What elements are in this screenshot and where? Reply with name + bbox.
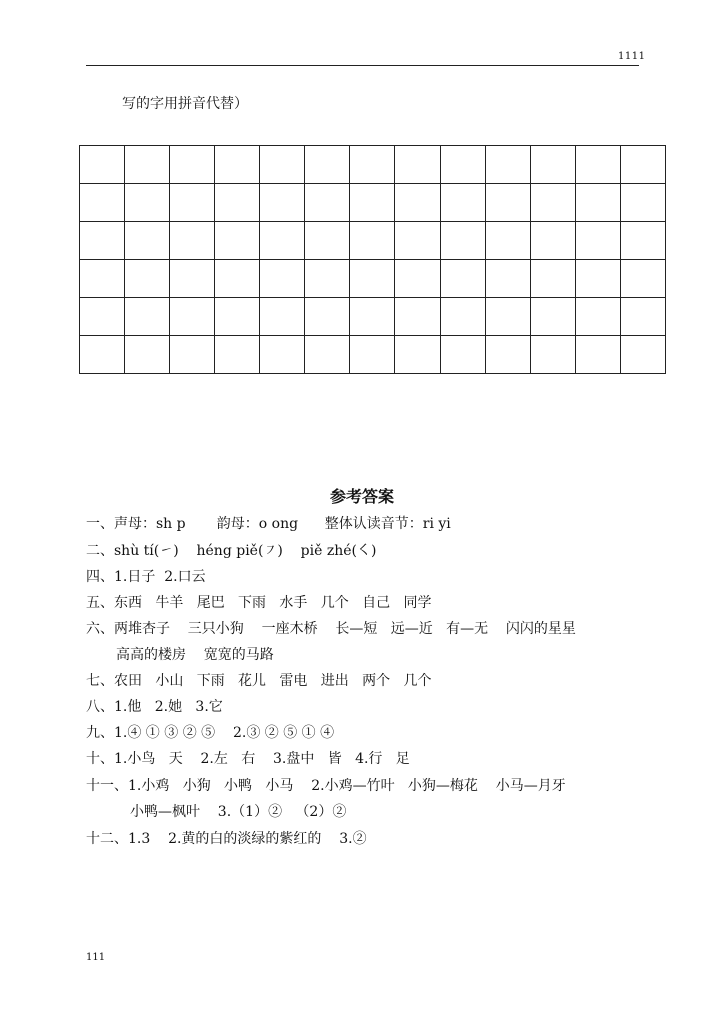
answer-line-5: 五、东西 牛羊 尾巴 下雨 水手 几个 自己 同学	[86, 595, 432, 611]
grid-cell	[395, 222, 440, 260]
grid-cell	[395, 184, 440, 222]
grid-cell	[260, 146, 305, 184]
grid-cell	[80, 260, 125, 298]
grid-cell	[485, 336, 530, 374]
grid-cell	[440, 146, 485, 184]
grid-cell	[80, 222, 125, 260]
grid-cell	[215, 336, 260, 374]
grid-cell	[485, 222, 530, 260]
grid-cell	[350, 336, 395, 374]
answer-line-6: 六、两堆杏子 三只小狗 一座木桥 长—短 远—近 有—无 闪闪的星星	[86, 621, 576, 637]
grid-cell	[125, 298, 170, 336]
answer-line-8: 八、1.他 2.她 3.它	[86, 699, 223, 715]
grid-cell	[305, 222, 350, 260]
answer-line-6-cont: 高高的楼房 宽宽的马路	[116, 647, 274, 663]
grid-cell	[350, 146, 395, 184]
grid-cell	[215, 184, 260, 222]
grid-cell	[530, 260, 575, 298]
grid-cell	[260, 298, 305, 336]
grid-cell	[170, 298, 215, 336]
answer-line-1: 一、声母：sh p 韵母：o ong 整体认读音节：ri yi	[86, 516, 451, 532]
answer-line-2: 二、shù tí(㇀) héng piě(㇇) piě zhé(㇛)	[86, 543, 377, 559]
grid-cell	[125, 146, 170, 184]
grid-cell	[215, 260, 260, 298]
answer-line-7: 七、农田 小山 下雨 花儿 雷电 进出 两个 几个	[86, 673, 432, 689]
grid-cell	[305, 336, 350, 374]
grid-cell	[350, 222, 395, 260]
answer-line-4: 四、1.日子 2.口云	[86, 569, 206, 585]
grid-cell	[260, 184, 305, 222]
grid-cell	[260, 260, 305, 298]
grid-cell	[485, 146, 530, 184]
grid-cell	[575, 146, 620, 184]
grid-cell	[80, 298, 125, 336]
grid-cell	[170, 146, 215, 184]
header-rule	[86, 65, 639, 66]
grid-cell	[530, 336, 575, 374]
grid-cell	[305, 260, 350, 298]
grid-cell	[350, 184, 395, 222]
grid-row	[80, 146, 666, 184]
grid-cell	[485, 184, 530, 222]
grid-cell	[215, 298, 260, 336]
answer-key-title: 参考答案	[329, 487, 394, 506]
grid-cell	[305, 184, 350, 222]
grid-cell	[170, 260, 215, 298]
grid-cell	[620, 298, 665, 336]
grid-cell	[530, 146, 575, 184]
intro-text: 写的字用拼音代替）	[122, 96, 248, 112]
grid-cell	[395, 336, 440, 374]
grid-cell	[440, 336, 485, 374]
grid-cell	[485, 260, 530, 298]
grid-cell	[440, 222, 485, 260]
grid-cell	[620, 184, 665, 222]
grid-cell	[620, 222, 665, 260]
grid-cell	[80, 184, 125, 222]
grid-cell	[215, 146, 260, 184]
grid-cell	[80, 336, 125, 374]
answer-line-11-cont: 小鸭—枫叶 3.（1）② （2）②	[130, 804, 347, 820]
grid-cell	[395, 146, 440, 184]
grid-cell	[305, 146, 350, 184]
answer-line-11: 十一、1.小鸡 小狗 小鸭 小马 2.小鸡—竹叶 小狗—梅花 小马—月牙	[86, 778, 566, 794]
grid-cell	[530, 184, 575, 222]
grid-cell	[575, 298, 620, 336]
grid-cell	[260, 336, 305, 374]
grid-cell	[395, 298, 440, 336]
grid-row	[80, 184, 666, 222]
grid-cell	[440, 260, 485, 298]
grid-cell	[170, 336, 215, 374]
grid-cell	[395, 260, 440, 298]
grid-cell	[350, 298, 395, 336]
grid-cell	[485, 298, 530, 336]
grid-row	[80, 336, 666, 374]
header-page-number: 1111	[618, 51, 646, 62]
grid-cell	[350, 260, 395, 298]
grid-cell	[530, 222, 575, 260]
grid-cell	[260, 222, 305, 260]
grid-cell	[440, 298, 485, 336]
answer-line-10: 十、1.小鸟 天 2.左 右 3.盘中 皆 4.行 足	[86, 751, 410, 767]
grid-cell	[620, 146, 665, 184]
grid-cell	[125, 336, 170, 374]
grid-cell	[170, 222, 215, 260]
grid-cell	[620, 260, 665, 298]
grid-cell	[440, 184, 485, 222]
grid-cell	[620, 336, 665, 374]
writing-grid	[79, 145, 666, 374]
grid-row	[80, 298, 666, 336]
grid-cell	[305, 298, 350, 336]
footer-page-number: 111	[86, 952, 106, 963]
grid-row	[80, 260, 666, 298]
grid-cell	[215, 222, 260, 260]
grid-cell	[125, 184, 170, 222]
grid-cell	[575, 184, 620, 222]
grid-cell	[530, 298, 575, 336]
grid-row	[80, 222, 666, 260]
grid-cell	[125, 222, 170, 260]
answer-line-9: 九、1.④ ① ③ ② ⑤ 2.③ ② ⑤ ① ④	[86, 725, 335, 741]
grid-cell	[575, 336, 620, 374]
answer-line-12: 十二、1.3 2.黄的白的淡绿的紫红的 3.②	[86, 831, 367, 847]
grid-cell	[125, 260, 170, 298]
grid-cell	[575, 222, 620, 260]
grid-cell	[170, 184, 215, 222]
grid-cell	[575, 260, 620, 298]
grid-cell	[80, 146, 125, 184]
